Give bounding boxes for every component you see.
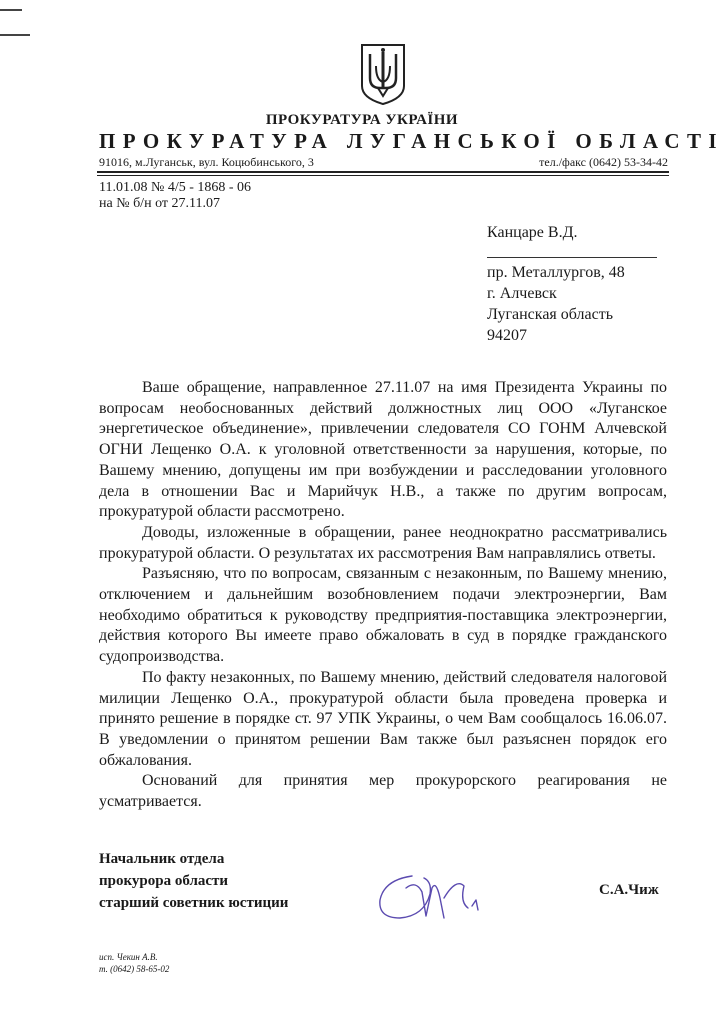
- recipient-postcode: 94207: [487, 327, 527, 344]
- body-paragraph: Доводы, изложенные в обращении, ранее неоднократно рассматривались прокуратурой области. О результатах их рассмотрения Вам направлялись ответы.: [99, 523, 667, 562]
- recipient-city: г. Алчевск: [487, 285, 557, 302]
- body-paragraph: По факту незаконных, по Вашему мнению, действий следователя налоговой милиции Лещенко О.А., прокуратурой области была проведена проверка и принято решение в порядке ст. 97 УПК Украины, о чем Вам сообщалось 16.06.07. В уведомлении о принятом решении Вам также был разъяснен порядок его обжалования.: [99, 668, 667, 769]
- body-paragraph: Разъясняю, что по вопросам, связанным с незаконным, по Вашему мнению, отключением и дальнейшим возобновлением подачи электроэнергии, Вам необходимо обратиться к руководству предприятия-поставщика электроэнергии, действия которого Вы имеете право обжаловать в суд в порядке гражданского судопроизводства.: [99, 565, 667, 666]
- org-parent-title: ПРОКУРАТУРА УКРАЇНИ: [265, 112, 459, 128]
- recipient-name: Канцаре В.Д.: [487, 224, 578, 241]
- incoming-reference: на № б/н от 27.11.07: [99, 196, 220, 211]
- recipient-street: пр. Металлургов, 48: [487, 264, 625, 281]
- header-divider: [97, 171, 669, 173]
- signer-title-line: прокурора области: [99, 873, 229, 889]
- org-address: 91016, м.Луганськ, вул. Коцюбинського, 3: [99, 155, 314, 169]
- header-divider: [97, 175, 669, 176]
- executor-phone: т. (0642) 58-65-02: [99, 964, 170, 974]
- scan-mark: [0, 9, 22, 11]
- org-phone: тел./факс (0642) 53-34-42: [539, 155, 668, 169]
- signer-name: С.А.Чиж: [599, 882, 659, 898]
- signer-title-line: Начальник отдела: [99, 851, 225, 867]
- body-paragraph: Оснований для принятия мер прокурорского реагирования не усматривается.: [99, 772, 667, 811]
- trident-emblem-icon: [358, 42, 408, 106]
- executor-name: исп. Чекин А.В.: [99, 952, 158, 962]
- body-paragraph: Ваше обращение, направленное 27.11.07 на имя Президента Украины по вопросам необоснованных действий должностных лиц ООО «Луганское энергетическое объединение», привлечении следователя СО ГОНМ Алчевской ОГНИ Лещенко О.А. к уголовной ответственности за нарушения, которые, по Вашему мнению, допущены им при возбуждении и расследовании уголовного дела в отношении Вас и Марийчук Н.В., а также по другим вопросам, прокуратурой области рассмотрено.: [99, 379, 667, 521]
- letter-body: [99, 378, 667, 813]
- signer-title-block: [99, 848, 288, 914]
- signer-title-line: старший советник юстиции: [99, 895, 289, 911]
- recipient-divider: [487, 257, 657, 258]
- recipient-region: Луганская область: [487, 306, 613, 323]
- outgoing-reference: 11.01.08 № 4/5 - 1868 - 06: [99, 180, 252, 195]
- org-name-title: ПРОКУРАТУРА ЛУГАНСЬКОЇ ОБЛАСТІ: [99, 129, 724, 153]
- handwritten-signature: [372, 858, 492, 930]
- scan-mark: [0, 34, 30, 36]
